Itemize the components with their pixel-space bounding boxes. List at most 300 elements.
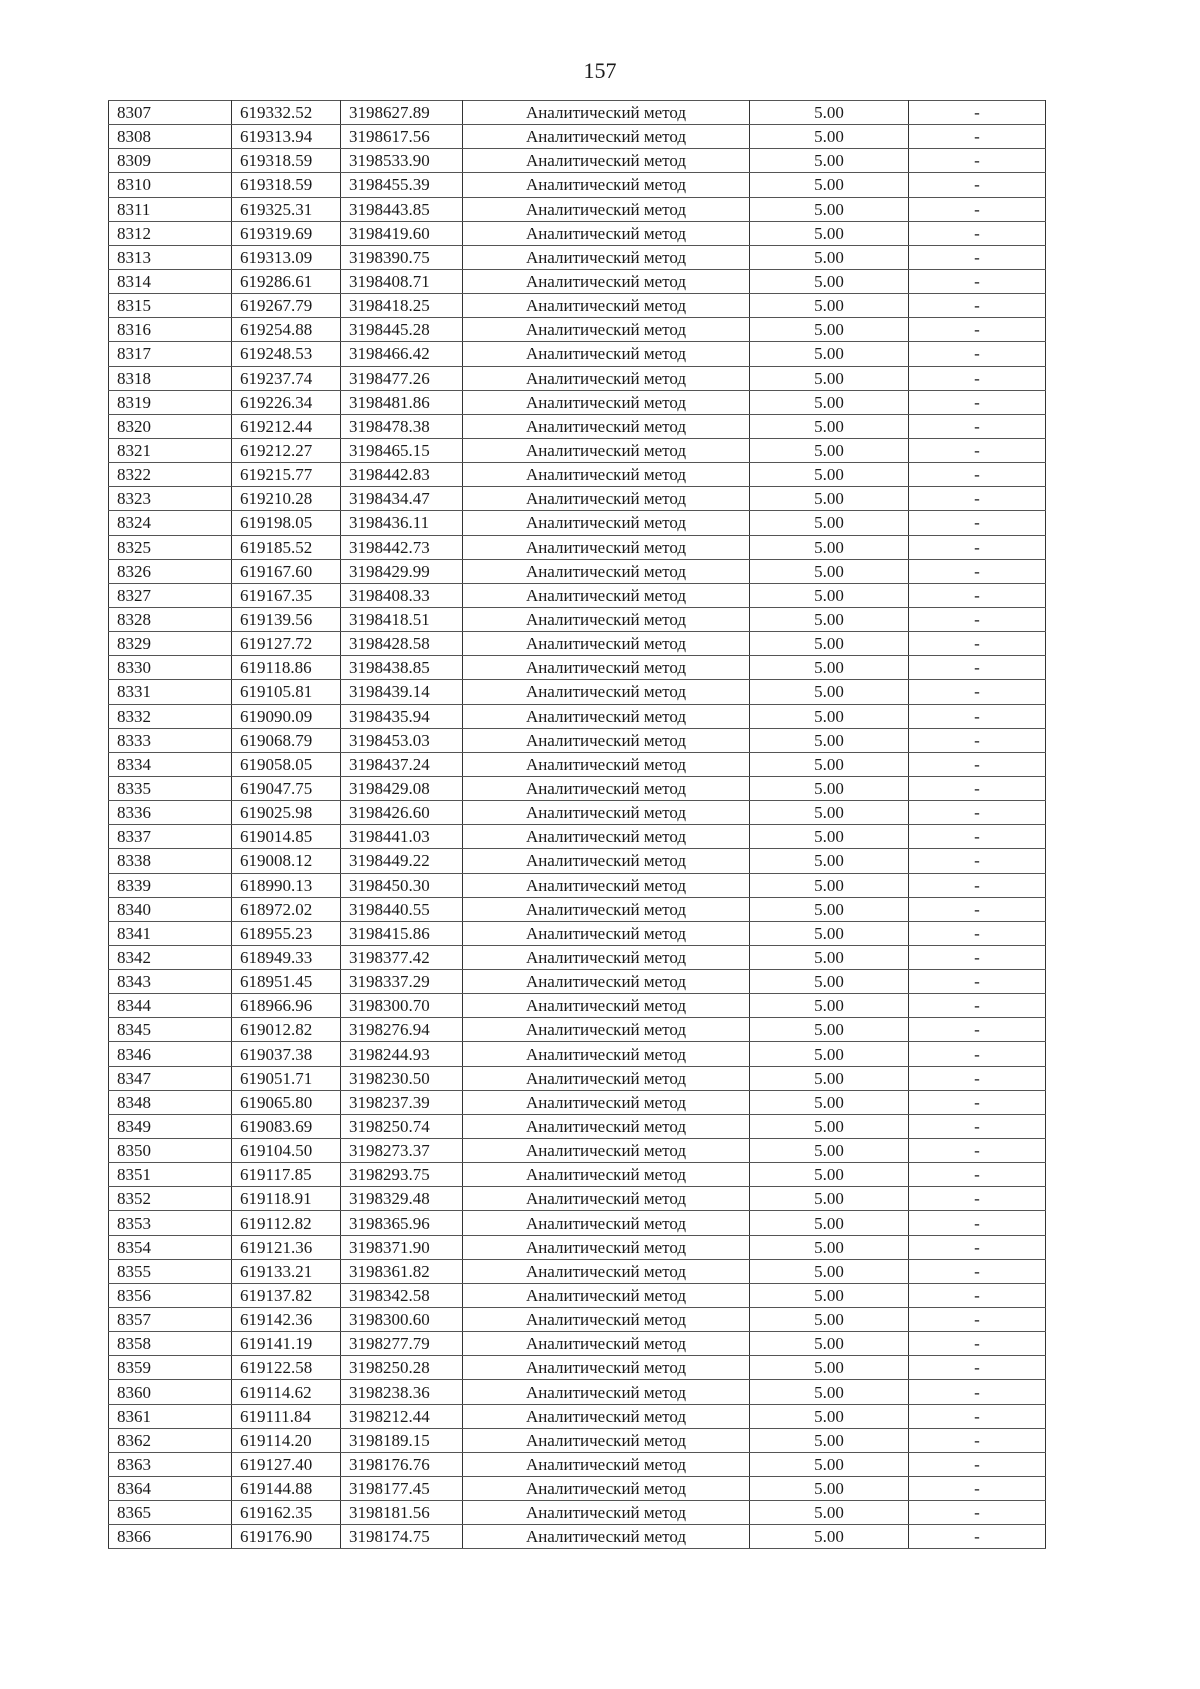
table-row — [109, 221, 1046, 245]
y-coordinate-cell: 3198617.56 — [341, 125, 463, 149]
y-coordinate-cell: 3198371.90 — [341, 1235, 463, 1259]
accuracy-cell: 5.00 — [750, 970, 909, 994]
x-coordinate-cell: 619237.74 — [232, 366, 341, 390]
point-number-cell: 8349 — [109, 1114, 232, 1138]
y-coordinate-cell: 3198293.75 — [341, 1163, 463, 1187]
table-row — [109, 849, 1046, 873]
x-coordinate-cell: 619137.82 — [232, 1283, 341, 1307]
accuracy-cell: 5.00 — [750, 680, 909, 704]
x-coordinate-cell: 619248.53 — [232, 342, 341, 366]
point-number-cell: 8336 — [109, 801, 232, 825]
note-cell: - — [909, 1525, 1046, 1549]
note-cell: - — [909, 680, 1046, 704]
y-coordinate-cell: 3198429.08 — [341, 776, 463, 800]
method-cell: Аналитический метод — [463, 125, 750, 149]
method-cell: Аналитический метод — [463, 487, 750, 511]
y-coordinate-cell: 3198434.47 — [341, 487, 463, 511]
note-cell: - — [909, 197, 1046, 221]
y-coordinate-cell: 3198300.70 — [341, 994, 463, 1018]
method-cell: Аналитический метод — [463, 1090, 750, 1114]
x-coordinate-cell: 619141.19 — [232, 1332, 341, 1356]
method-cell: Аналитический метод — [463, 1211, 750, 1235]
method-cell: Аналитический метод — [463, 342, 750, 366]
y-coordinate-cell: 3198627.89 — [341, 101, 463, 125]
y-coordinate-cell: 3198237.39 — [341, 1090, 463, 1114]
accuracy-cell: 5.00 — [750, 294, 909, 318]
note-cell: - — [909, 1477, 1046, 1501]
table-row — [109, 1404, 1046, 1428]
table-row — [109, 656, 1046, 680]
accuracy-cell: 5.00 — [750, 197, 909, 221]
note-cell: - — [909, 173, 1046, 197]
method-cell: Аналитический метод — [463, 390, 750, 414]
table-row — [109, 1525, 1046, 1549]
point-number-cell: 8335 — [109, 776, 232, 800]
table-row — [109, 535, 1046, 559]
method-cell: Аналитический метод — [463, 1404, 750, 1428]
note-cell: - — [909, 1066, 1046, 1090]
x-coordinate-cell: 619318.59 — [232, 149, 341, 173]
method-cell: Аналитический метод — [463, 438, 750, 462]
table-row — [109, 1163, 1046, 1187]
y-coordinate-cell: 3198189.15 — [341, 1428, 463, 1452]
point-number-cell: 8337 — [109, 825, 232, 849]
x-coordinate-cell: 619118.86 — [232, 656, 341, 680]
y-coordinate-cell: 3198419.60 — [341, 221, 463, 245]
note-cell: - — [909, 1501, 1046, 1525]
x-coordinate-cell: 619122.58 — [232, 1356, 341, 1380]
table-row — [109, 245, 1046, 269]
x-coordinate-cell: 619185.52 — [232, 535, 341, 559]
method-cell: Аналитический метод — [463, 1042, 750, 1066]
point-number-cell: 8325 — [109, 535, 232, 559]
y-coordinate-cell: 3198478.38 — [341, 414, 463, 438]
table-row — [109, 994, 1046, 1018]
accuracy-cell: 5.00 — [750, 463, 909, 487]
table-row — [109, 1452, 1046, 1476]
table-row — [109, 318, 1046, 342]
x-coordinate-cell: 619318.59 — [232, 173, 341, 197]
accuracy-cell: 5.00 — [750, 149, 909, 173]
method-cell: Аналитический метод — [463, 1163, 750, 1187]
x-coordinate-cell: 619012.82 — [232, 1018, 341, 1042]
accuracy-cell: 5.00 — [750, 945, 909, 969]
table-row — [109, 583, 1046, 607]
note-cell: - — [909, 1283, 1046, 1307]
x-coordinate-cell: 619068.79 — [232, 728, 341, 752]
point-number-cell: 8346 — [109, 1042, 232, 1066]
x-coordinate-cell: 619025.98 — [232, 801, 341, 825]
method-cell: Аналитический метод — [463, 1235, 750, 1259]
note-cell: - — [909, 607, 1046, 631]
note-cell: - — [909, 221, 1046, 245]
accuracy-cell: 5.00 — [750, 1018, 909, 1042]
table-row — [109, 1235, 1046, 1259]
accuracy-cell: 5.00 — [750, 752, 909, 776]
y-coordinate-cell: 3198238.36 — [341, 1380, 463, 1404]
method-cell: Аналитический метод — [463, 994, 750, 1018]
note-cell: - — [909, 728, 1046, 752]
point-number-cell: 8359 — [109, 1356, 232, 1380]
point-number-cell: 8340 — [109, 897, 232, 921]
y-coordinate-cell: 3198250.28 — [341, 1356, 463, 1380]
method-cell: Аналитический метод — [463, 1380, 750, 1404]
table-row — [109, 1042, 1046, 1066]
point-number-cell: 8313 — [109, 245, 232, 269]
accuracy-cell: 5.00 — [750, 825, 909, 849]
y-coordinate-cell: 3198438.85 — [341, 656, 463, 680]
table-row — [109, 801, 1046, 825]
table-row — [109, 101, 1046, 125]
method-cell: Аналитический метод — [463, 945, 750, 969]
method-cell: Аналитический метод — [463, 1187, 750, 1211]
point-number-cell: 8307 — [109, 101, 232, 125]
point-number-cell: 8341 — [109, 921, 232, 945]
table-row — [109, 945, 1046, 969]
note-cell: - — [909, 1428, 1046, 1452]
method-cell: Аналитический метод — [463, 1018, 750, 1042]
table-row — [109, 390, 1046, 414]
coordinates-table — [108, 100, 1046, 1549]
x-coordinate-cell: 619267.79 — [232, 294, 341, 318]
x-coordinate-cell: 619058.05 — [232, 752, 341, 776]
x-coordinate-cell: 619047.75 — [232, 776, 341, 800]
table-row — [109, 1259, 1046, 1283]
table-row — [109, 1477, 1046, 1501]
point-number-cell: 8334 — [109, 752, 232, 776]
x-coordinate-cell: 619254.88 — [232, 318, 341, 342]
note-cell: - — [909, 704, 1046, 728]
x-coordinate-cell: 619212.44 — [232, 414, 341, 438]
note-cell: - — [909, 1404, 1046, 1428]
x-coordinate-cell: 619037.38 — [232, 1042, 341, 1066]
method-cell: Аналитический метод — [463, 921, 750, 945]
point-number-cell: 8315 — [109, 294, 232, 318]
y-coordinate-cell: 3198408.71 — [341, 269, 463, 293]
note-cell: - — [909, 487, 1046, 511]
point-number-cell: 8353 — [109, 1211, 232, 1235]
method-cell: Аналитический метод — [463, 1308, 750, 1332]
note-cell: - — [909, 1356, 1046, 1380]
point-number-cell: 8357 — [109, 1308, 232, 1332]
method-cell: Аналитический метод — [463, 680, 750, 704]
accuracy-cell: 5.00 — [750, 1283, 909, 1307]
method-cell: Аналитический метод — [463, 173, 750, 197]
point-number-cell: 8326 — [109, 559, 232, 583]
point-number-cell: 8361 — [109, 1404, 232, 1428]
accuracy-cell: 5.00 — [750, 101, 909, 125]
note-cell: - — [909, 559, 1046, 583]
table-row — [109, 1283, 1046, 1307]
table-row — [109, 970, 1046, 994]
note-cell: - — [909, 1452, 1046, 1476]
point-number-cell: 8355 — [109, 1259, 232, 1283]
x-coordinate-cell: 619111.84 — [232, 1404, 341, 1428]
accuracy-cell: 5.00 — [750, 607, 909, 631]
x-coordinate-cell: 619325.31 — [232, 197, 341, 221]
table-row — [109, 728, 1046, 752]
point-number-cell: 8309 — [109, 149, 232, 173]
point-number-cell: 8323 — [109, 487, 232, 511]
note-cell: - — [909, 294, 1046, 318]
accuracy-cell: 5.00 — [750, 728, 909, 752]
y-coordinate-cell: 3198440.55 — [341, 897, 463, 921]
note-cell: - — [909, 101, 1046, 125]
point-number-cell: 8342 — [109, 945, 232, 969]
note-cell: - — [909, 583, 1046, 607]
x-coordinate-cell: 619286.61 — [232, 269, 341, 293]
method-cell: Аналитический метод — [463, 1428, 750, 1452]
point-number-cell: 8347 — [109, 1066, 232, 1090]
y-coordinate-cell: 3198436.11 — [341, 511, 463, 535]
note-cell: - — [909, 318, 1046, 342]
y-coordinate-cell: 3198273.37 — [341, 1139, 463, 1163]
accuracy-cell: 5.00 — [750, 511, 909, 535]
y-coordinate-cell: 3198466.42 — [341, 342, 463, 366]
x-coordinate-cell: 619114.20 — [232, 1428, 341, 1452]
point-number-cell: 8366 — [109, 1525, 232, 1549]
note-cell: - — [909, 897, 1046, 921]
accuracy-cell: 5.00 — [750, 438, 909, 462]
accuracy-cell: 5.00 — [750, 1308, 909, 1332]
point-number-cell: 8333 — [109, 728, 232, 752]
point-number-cell: 8310 — [109, 173, 232, 197]
method-cell: Аналитический метод — [463, 728, 750, 752]
method-cell: Аналитический метод — [463, 970, 750, 994]
method-cell: Аналитический метод — [463, 897, 750, 921]
point-number-cell: 8308 — [109, 125, 232, 149]
method-cell: Аналитический метод — [463, 463, 750, 487]
note-cell: - — [909, 632, 1046, 656]
x-coordinate-cell: 619144.88 — [232, 1477, 341, 1501]
y-coordinate-cell: 3198418.51 — [341, 607, 463, 631]
note-cell: - — [909, 1114, 1046, 1138]
accuracy-cell: 5.00 — [750, 1477, 909, 1501]
point-number-cell: 8345 — [109, 1018, 232, 1042]
y-coordinate-cell: 3198408.33 — [341, 583, 463, 607]
note-cell: - — [909, 1042, 1046, 1066]
point-number-cell: 8348 — [109, 1090, 232, 1114]
accuracy-cell: 5.00 — [750, 1332, 909, 1356]
x-coordinate-cell: 619139.56 — [232, 607, 341, 631]
table-row — [109, 873, 1046, 897]
point-number-cell: 8365 — [109, 1501, 232, 1525]
method-cell: Аналитический метод — [463, 704, 750, 728]
x-coordinate-cell: 619215.77 — [232, 463, 341, 487]
x-coordinate-cell: 619142.36 — [232, 1308, 341, 1332]
note-cell: - — [909, 414, 1046, 438]
table-row — [109, 921, 1046, 945]
note-cell: - — [909, 849, 1046, 873]
point-number-cell: 8328 — [109, 607, 232, 631]
y-coordinate-cell: 3198361.82 — [341, 1259, 463, 1283]
y-coordinate-cell: 3198230.50 — [341, 1066, 463, 1090]
table-row — [109, 1332, 1046, 1356]
x-coordinate-cell: 618990.13 — [232, 873, 341, 897]
x-coordinate-cell: 618951.45 — [232, 970, 341, 994]
method-cell: Аналитический метод — [463, 1525, 750, 1549]
x-coordinate-cell: 618966.96 — [232, 994, 341, 1018]
x-coordinate-cell: 619332.52 — [232, 101, 341, 125]
note-cell: - — [909, 776, 1046, 800]
accuracy-cell: 5.00 — [750, 221, 909, 245]
x-coordinate-cell: 619083.69 — [232, 1114, 341, 1138]
table-row — [109, 125, 1046, 149]
y-coordinate-cell: 3198300.60 — [341, 1308, 463, 1332]
x-coordinate-cell: 619051.71 — [232, 1066, 341, 1090]
method-cell: Аналитический метод — [463, 1066, 750, 1090]
y-coordinate-cell: 3198429.99 — [341, 559, 463, 583]
accuracy-cell: 5.00 — [750, 632, 909, 656]
table-row — [109, 1018, 1046, 1042]
accuracy-cell: 5.00 — [750, 269, 909, 293]
accuracy-cell: 5.00 — [750, 801, 909, 825]
table-row — [109, 487, 1046, 511]
method-cell: Аналитический метод — [463, 1259, 750, 1283]
x-coordinate-cell: 619065.80 — [232, 1090, 341, 1114]
note-cell: - — [909, 366, 1046, 390]
table-row — [109, 632, 1046, 656]
y-coordinate-cell: 3198428.58 — [341, 632, 463, 656]
y-coordinate-cell: 3198418.25 — [341, 294, 463, 318]
note-cell: - — [909, 342, 1046, 366]
table-row — [109, 1380, 1046, 1404]
y-coordinate-cell: 3198477.26 — [341, 366, 463, 390]
accuracy-cell: 5.00 — [750, 1356, 909, 1380]
x-coordinate-cell: 619121.36 — [232, 1235, 341, 1259]
method-cell: Аналитический метод — [463, 245, 750, 269]
note-cell: - — [909, 994, 1046, 1018]
table-row — [109, 197, 1046, 221]
x-coordinate-cell: 619319.69 — [232, 221, 341, 245]
note-cell: - — [909, 1139, 1046, 1163]
x-coordinate-cell: 619127.72 — [232, 632, 341, 656]
point-number-cell: 8320 — [109, 414, 232, 438]
accuracy-cell: 5.00 — [750, 849, 909, 873]
accuracy-cell: 5.00 — [750, 704, 909, 728]
y-coordinate-cell: 3198445.28 — [341, 318, 463, 342]
point-number-cell: 8360 — [109, 1380, 232, 1404]
y-coordinate-cell: 3198481.86 — [341, 390, 463, 414]
method-cell: Аналитический метод — [463, 1283, 750, 1307]
point-number-cell: 8358 — [109, 1332, 232, 1356]
y-coordinate-cell: 3198442.83 — [341, 463, 463, 487]
point-number-cell: 8352 — [109, 1187, 232, 1211]
x-coordinate-cell: 619104.50 — [232, 1139, 341, 1163]
note-cell: - — [909, 921, 1046, 945]
y-coordinate-cell: 3198449.22 — [341, 849, 463, 873]
y-coordinate-cell: 3198455.39 — [341, 173, 463, 197]
y-coordinate-cell: 3198450.30 — [341, 873, 463, 897]
point-number-cell: 8362 — [109, 1428, 232, 1452]
method-cell: Аналитический метод — [463, 414, 750, 438]
y-coordinate-cell: 3198174.75 — [341, 1525, 463, 1549]
table-row — [109, 269, 1046, 293]
method-cell: Аналитический метод — [463, 149, 750, 173]
table-row — [109, 1066, 1046, 1090]
x-coordinate-cell: 618972.02 — [232, 897, 341, 921]
accuracy-cell: 5.00 — [750, 245, 909, 269]
note-cell: - — [909, 269, 1046, 293]
accuracy-cell: 5.00 — [750, 559, 909, 583]
table-row — [109, 1211, 1046, 1235]
method-cell: Аналитический метод — [463, 559, 750, 583]
accuracy-cell: 5.00 — [750, 1380, 909, 1404]
point-number-cell: 8318 — [109, 366, 232, 390]
accuracy-cell: 5.00 — [750, 873, 909, 897]
x-coordinate-cell: 619176.90 — [232, 1525, 341, 1549]
accuracy-cell: 5.00 — [750, 1452, 909, 1476]
point-number-cell: 8324 — [109, 511, 232, 535]
table-row — [109, 704, 1046, 728]
note-cell: - — [909, 1018, 1046, 1042]
note-cell: - — [909, 438, 1046, 462]
x-coordinate-cell: 619226.34 — [232, 390, 341, 414]
y-coordinate-cell: 3198212.44 — [341, 1404, 463, 1428]
y-coordinate-cell: 3198276.94 — [341, 1018, 463, 1042]
point-number-cell: 8350 — [109, 1139, 232, 1163]
method-cell: Аналитический метод — [463, 1139, 750, 1163]
note-cell: - — [909, 825, 1046, 849]
accuracy-cell: 5.00 — [750, 1235, 909, 1259]
x-coordinate-cell: 619313.94 — [232, 125, 341, 149]
method-cell: Аналитический метод — [463, 535, 750, 559]
accuracy-cell: 5.00 — [750, 1139, 909, 1163]
method-cell: Аналитический метод — [463, 269, 750, 293]
accuracy-cell: 5.00 — [750, 1090, 909, 1114]
method-cell: Аналитический метод — [463, 1356, 750, 1380]
table-row — [109, 680, 1046, 704]
note-cell: - — [909, 656, 1046, 680]
note-cell: - — [909, 1163, 1046, 1187]
note-cell: - — [909, 970, 1046, 994]
point-number-cell: 8311 — [109, 197, 232, 221]
y-coordinate-cell: 3198533.90 — [341, 149, 463, 173]
accuracy-cell: 5.00 — [750, 1163, 909, 1187]
table-row — [109, 149, 1046, 173]
point-number-cell: 8316 — [109, 318, 232, 342]
point-number-cell: 8330 — [109, 656, 232, 680]
table-row — [109, 342, 1046, 366]
table-row — [109, 1187, 1046, 1211]
y-coordinate-cell: 3198453.03 — [341, 728, 463, 752]
x-coordinate-cell: 619133.21 — [232, 1259, 341, 1283]
y-coordinate-cell: 3198181.56 — [341, 1501, 463, 1525]
note-cell: - — [909, 752, 1046, 776]
accuracy-cell: 5.00 — [750, 366, 909, 390]
table-body — [109, 101, 1046, 1549]
table-row — [109, 897, 1046, 921]
accuracy-cell: 5.00 — [750, 414, 909, 438]
accuracy-cell: 5.00 — [750, 776, 909, 800]
point-number-cell: 8317 — [109, 342, 232, 366]
x-coordinate-cell: 619114.62 — [232, 1380, 341, 1404]
y-coordinate-cell: 3198342.58 — [341, 1283, 463, 1307]
y-coordinate-cell: 3198390.75 — [341, 245, 463, 269]
x-coordinate-cell: 619167.35 — [232, 583, 341, 607]
method-cell: Аналитический метод — [463, 776, 750, 800]
note-cell: - — [909, 463, 1046, 487]
method-cell: Аналитический метод — [463, 511, 750, 535]
accuracy-cell: 5.00 — [750, 342, 909, 366]
table-row — [109, 825, 1046, 849]
accuracy-cell: 5.00 — [750, 994, 909, 1018]
point-number-cell: 8322 — [109, 463, 232, 487]
method-cell: Аналитический метод — [463, 318, 750, 342]
y-coordinate-cell: 3198176.76 — [341, 1452, 463, 1476]
y-coordinate-cell: 3198177.45 — [341, 1477, 463, 1501]
accuracy-cell: 5.00 — [750, 390, 909, 414]
